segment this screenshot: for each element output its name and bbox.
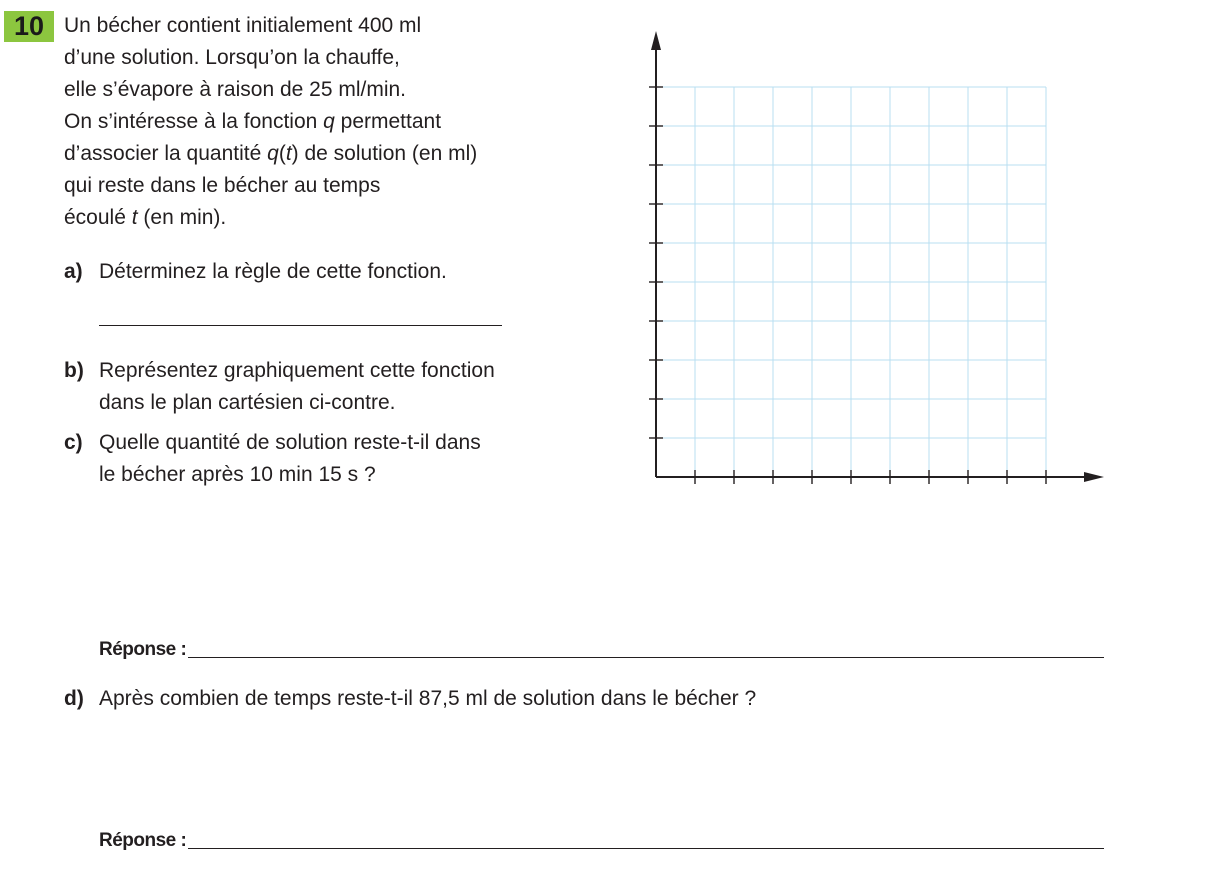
exercise-statement <box>64 10 564 234</box>
grid <box>656 87 1046 477</box>
question-b-text-line1: Représentez graphiquement cette fonction <box>99 359 495 382</box>
answer-line-d[interactable] <box>188 848 1104 849</box>
question-c-text-line1: Quelle quantité de solution reste-t-il dans <box>99 431 481 454</box>
question-a-label: a) <box>64 260 83 283</box>
statement-text: écoulé <box>64 206 132 229</box>
statement-line <box>64 106 564 138</box>
statement-line <box>64 42 564 74</box>
question-c-label: c) <box>64 431 83 454</box>
statement-text: ( <box>278 142 286 165</box>
y-axis-arrow-icon <box>651 31 661 50</box>
question-d-text: Après combien de temps reste-t-il 87,5 ml de solution dans le bécher ? <box>99 687 757 710</box>
axis-ticks <box>649 87 1046 484</box>
statement-text: ) de solution (en ml) <box>291 142 478 165</box>
italic-variable: t <box>131 206 138 229</box>
statement-text: Un bécher contient initialement 400 ml <box>64 14 422 37</box>
statement-text: On s’intéresse à la fonction <box>64 110 324 133</box>
answer-line-c[interactable] <box>188 657 1104 658</box>
statement-text: d’associer la quantité <box>64 142 268 165</box>
question-b-label: b) <box>64 359 84 382</box>
statement-text: qui reste dans le bécher au temps <box>64 174 381 197</box>
italic-variable: t <box>285 142 292 165</box>
statement-text: (en min). <box>137 206 227 229</box>
question-d-label: d) <box>64 687 84 710</box>
cartesian-plane[interactable] <box>630 20 1110 495</box>
statement-text: d’une solution. Lorsqu’on la chauffe, <box>64 46 400 69</box>
x-axis-arrow-icon <box>1084 472 1104 482</box>
statement-line <box>64 10 564 42</box>
statement-text: elle s’évapore à raison de 25 ml/min. <box>64 78 407 101</box>
answer-c-label: Réponse : <box>99 639 187 660</box>
question-c-text-line2: le bécher après 10 min 15 s ? <box>99 463 376 486</box>
statement-text: permettant <box>334 110 442 133</box>
question-a-text: Déterminez la règle de cette fonction. <box>99 260 447 283</box>
italic-variable: q <box>323 110 335 133</box>
statement-line <box>64 138 564 170</box>
statement-line <box>64 202 564 234</box>
question-b-text-line2: dans le plan cartésien ci-contre. <box>99 391 396 414</box>
statement-line <box>64 170 564 202</box>
answer-d-label: Réponse : <box>99 830 187 851</box>
statement-line <box>64 74 564 106</box>
exercise-number-badge: 10 <box>4 11 54 42</box>
italic-variable: q <box>267 142 279 165</box>
answer-line-a[interactable] <box>99 325 502 326</box>
